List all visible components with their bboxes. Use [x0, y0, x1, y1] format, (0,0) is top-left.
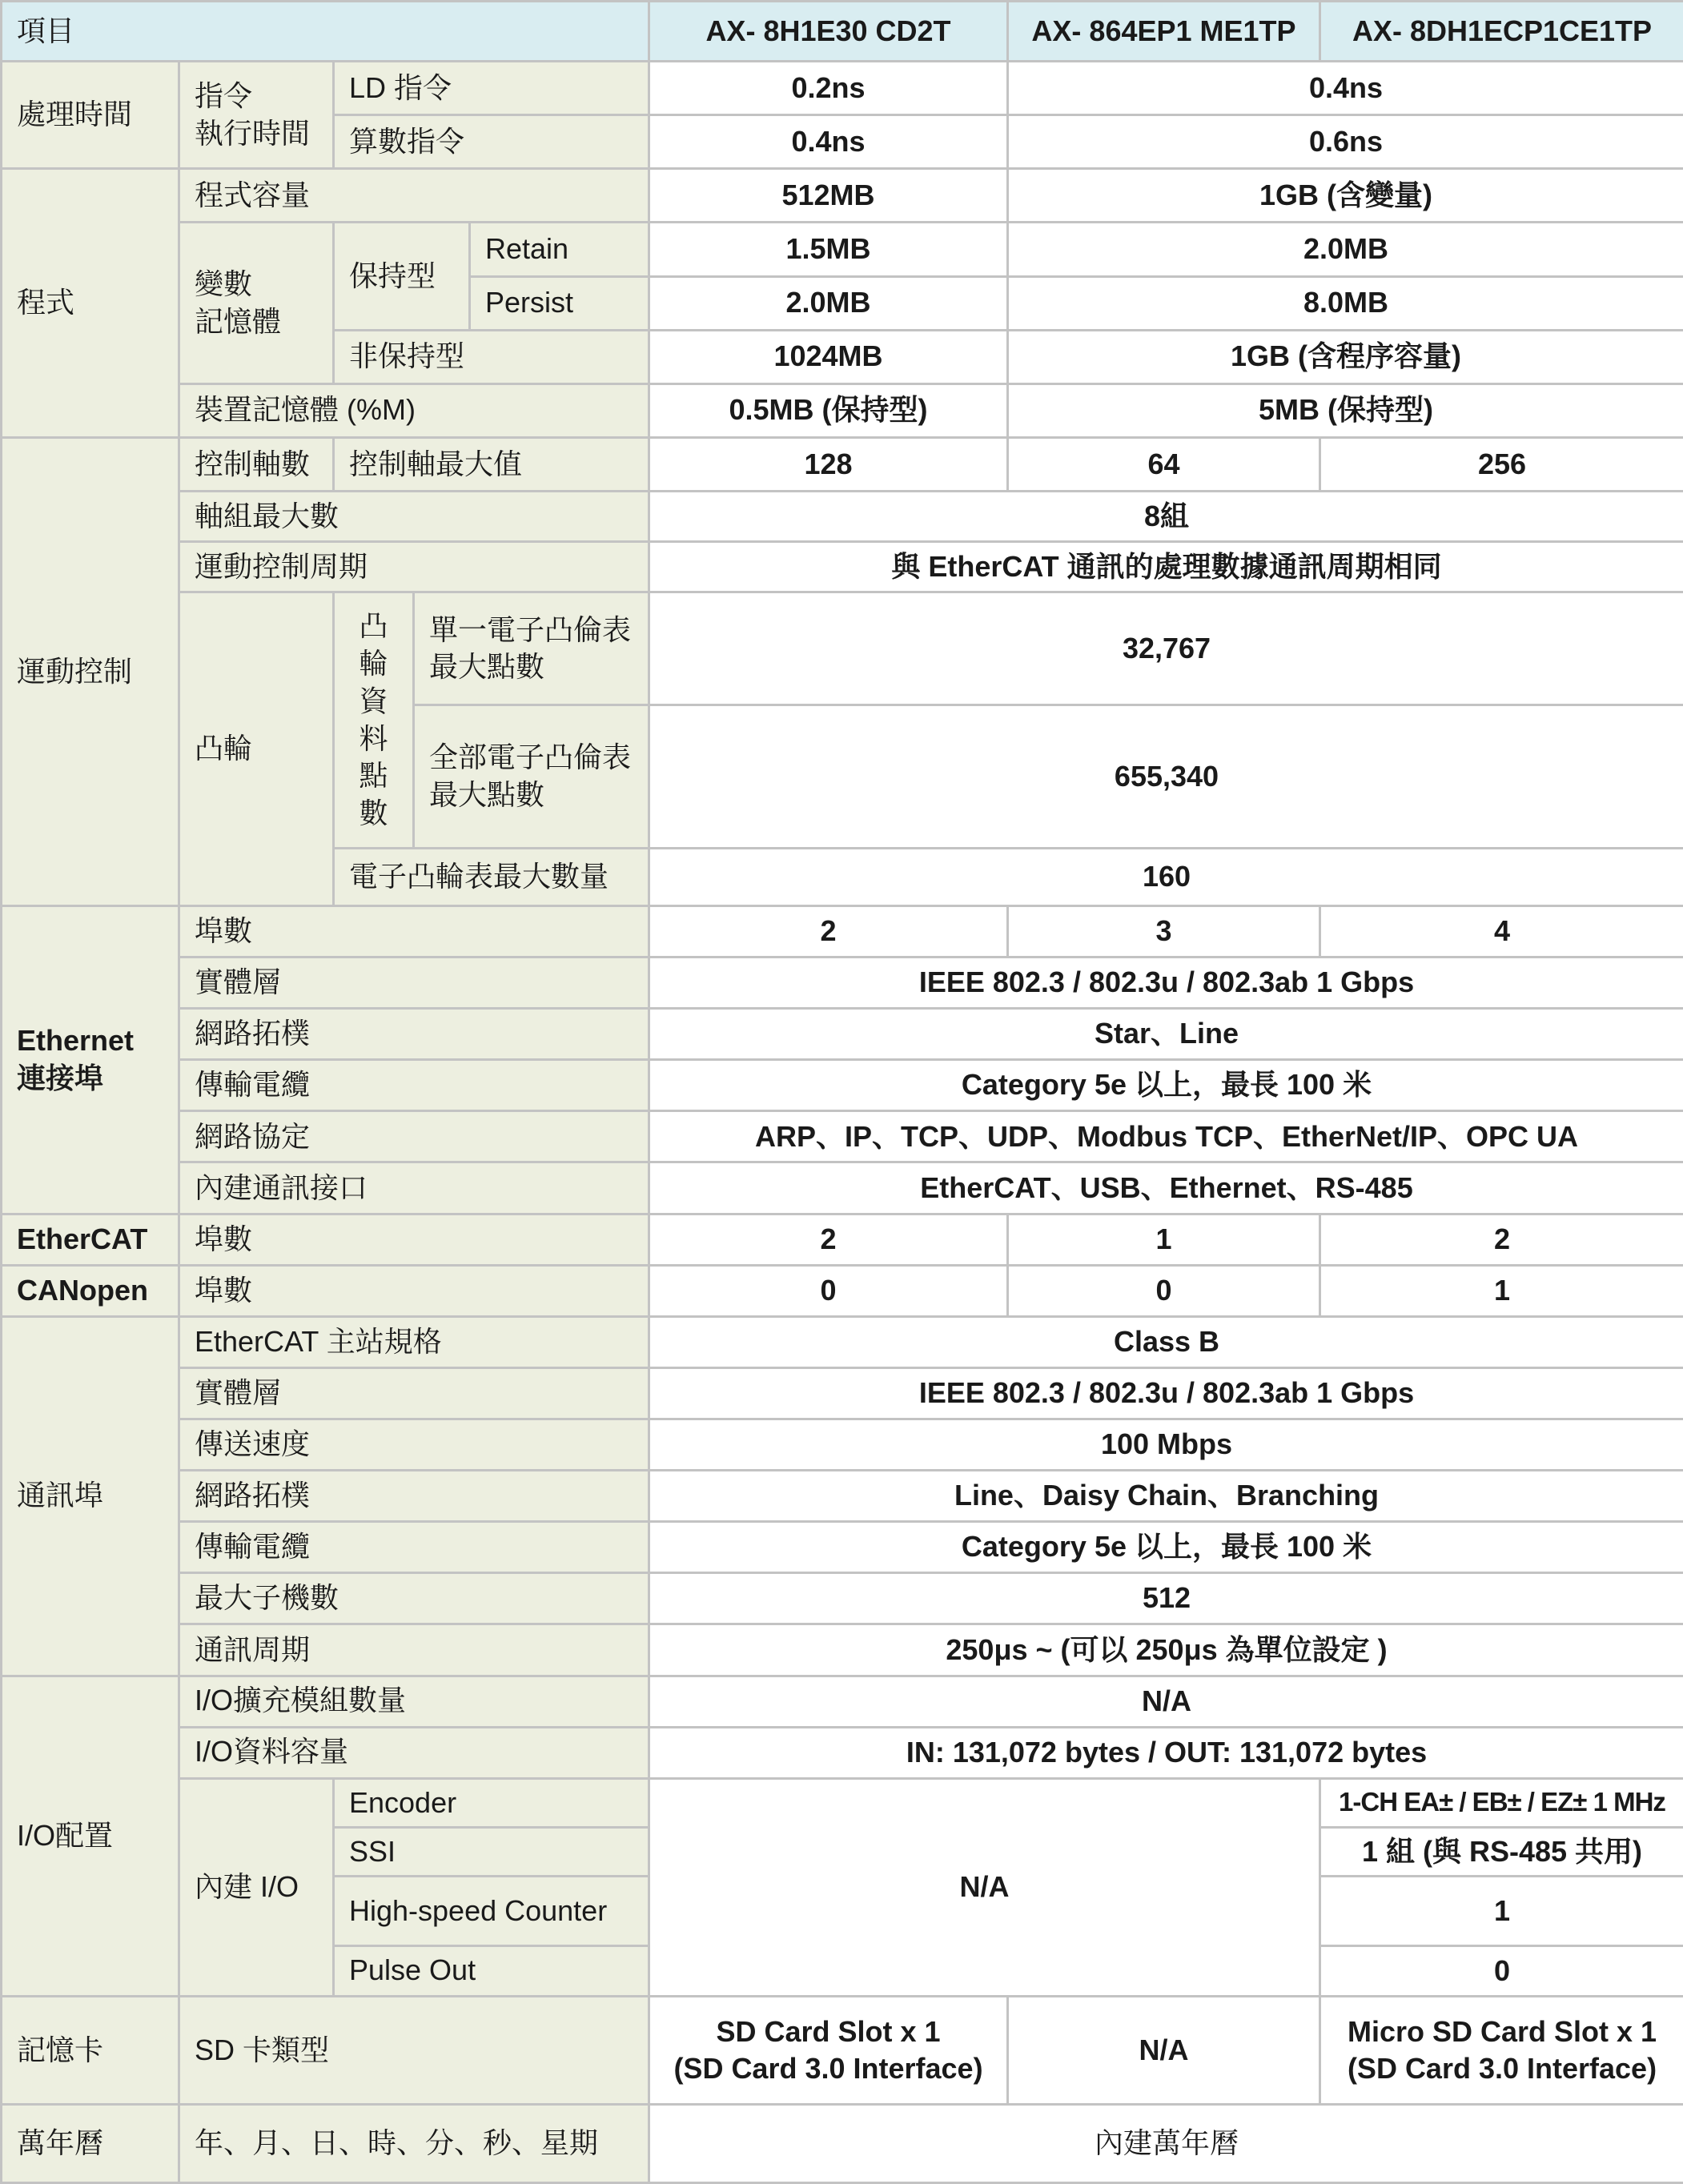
comm-topology-value: Line、Daisy Chain、Branching: [649, 1471, 1683, 1522]
table-row: [2, 1997, 1683, 2105]
io-expansion-value: N/A: [649, 1676, 1683, 1727]
motion-cycle-label: 運動控制周期: [179, 542, 649, 592]
nonretentive-label: 非保持型: [334, 330, 649, 383]
eth-builtin-value: EtherCAT、USB、Ethernet、RS-485: [649, 1162, 1683, 1214]
retentive-label: 保持型: [334, 223, 470, 330]
table-row: [2, 1419, 1683, 1471]
category-program: 程式: [2, 169, 179, 438]
io-builtin-label: 內建 I/O: [179, 1778, 334, 1996]
ethercat-ports-1: 2: [649, 1214, 1008, 1265]
table-row: [2, 1727, 1683, 1778]
table-row: [2, 383, 1683, 437]
pulse-out-label: Pulse Out: [334, 1946, 649, 1997]
eth-ports-3: 4: [1320, 905, 1683, 957]
eth-physical-label: 實體層: [179, 958, 649, 1009]
sd-type-value-2: N/A: [1008, 1997, 1320, 2105]
table-row: [2, 1265, 1683, 1316]
single-cam-label: 單一電子凸倫表 最大點數: [414, 592, 649, 705]
canopen-ports-3: 1: [1320, 1265, 1683, 1316]
encoder-value: 1-CH EA± / EB± / EZ± 1 MHz: [1320, 1778, 1683, 1827]
eth-cable-label: 傳輸電纜: [179, 1060, 649, 1111]
comm-master-label: EtherCAT 主站規格: [179, 1316, 649, 1367]
table-row: [2, 62, 1683, 115]
ethernet-category-label: Ethernet 連接埠: [17, 1023, 135, 1094]
io-expansion-label: I/O擴充模組數量: [179, 1676, 649, 1727]
table-row: [2, 905, 1683, 957]
ld-value-1: 0.2ns: [649, 62, 1008, 115]
ethercat-ports-label: 埠數: [179, 1214, 649, 1265]
hsc-label: High-speed Counter: [334, 1876, 649, 1945]
category-comm: 通訊埠: [2, 1316, 179, 1676]
axis-group-value: 8組: [649, 492, 1683, 542]
single-cam-value: 32,767: [649, 592, 1683, 705]
table-row: [2, 1676, 1683, 1727]
category-calendar: 萬年曆: [2, 2105, 179, 2183]
comm-master-value: Class B: [649, 1316, 1683, 1367]
table-row: [2, 169, 1683, 223]
comm-physical-label: 實體層: [179, 1367, 649, 1419]
axes-max-2: 64: [1008, 437, 1320, 491]
category-processing: 處理時間: [2, 62, 179, 169]
table-row: [2, 1060, 1683, 1111]
eth-ports-label: 埠數: [179, 905, 649, 957]
category-ethercat: EtherCAT: [2, 1214, 179, 1265]
model-header-3: AX- 8DH1ECP1CE1TP: [1320, 2, 1683, 62]
table-row: [2, 1162, 1683, 1214]
canopen-ports-2: 0: [1008, 1265, 1320, 1316]
comm-speed-label: 傳送速度: [179, 1419, 649, 1471]
table-row: [2, 1778, 1683, 1827]
hsc-value: 1: [1320, 1876, 1683, 1945]
nonretentive-value-1: 1024MB: [649, 330, 1008, 383]
all-cam-value: 655,340: [649, 705, 1683, 848]
sd-type-value-3: Micro SD Card Slot x 1 (SD Card 3.0 Interface): [1320, 1997, 1683, 2105]
comm-slaves-value: 512: [649, 1573, 1683, 1624]
table-row: [2, 1111, 1683, 1162]
math-value-2: 0.6ns: [1008, 115, 1683, 169]
instruction-time-label: 指令 執行時間: [179, 62, 334, 169]
retain-label: Retain: [470, 223, 649, 276]
table-row: [2, 492, 1683, 542]
comm-topology-label: 網路拓樸: [179, 1471, 649, 1522]
retain-value-2: 2.0MB: [1008, 223, 1683, 276]
retain-value-1: 1.5MB: [649, 223, 1008, 276]
io-builtin-value: N/A: [649, 1778, 1320, 1996]
cam-table-label: 電子凸輪表最大數量: [334, 848, 649, 905]
motion-cycle-value: 與 EtherCAT 通訊的處理數據通訊周期相同: [649, 542, 1683, 592]
model-header-1: AX- 8H1E30 CD2T: [649, 2, 1008, 62]
persist-label: Persist: [470, 276, 649, 330]
device-memory-1: 0.5MB (保持型): [649, 383, 1008, 437]
table-row: [2, 592, 1683, 676]
pulse-out-value: 0: [1320, 1946, 1683, 1997]
table-row: [2, 1009, 1683, 1060]
persist-value-2: 8.0MB: [1008, 276, 1683, 330]
eth-builtin-label: 內建通訊接口: [179, 1162, 649, 1214]
program-capacity-label: 程式容量: [179, 169, 649, 223]
ssi-value: 1 組 (與 RS-485 共用): [1320, 1827, 1683, 1876]
eth-protocol-value: ARP、IP、TCP、UDP、Modbus TCP、EtherNet/IP、OPC UA: [649, 1111, 1683, 1162]
category-motion: 運動控制: [2, 437, 179, 905]
table-row: [2, 1624, 1683, 1676]
comm-speed-value: 100 Mbps: [649, 1419, 1683, 1471]
table-row: [2, 1214, 1683, 1265]
axes-max-3: 256: [1320, 437, 1683, 491]
comm-physical-value: IEEE 802.3 / 802.3u / 802.3ab 1 Gbps: [649, 1367, 1683, 1419]
eth-protocol-label: 網路協定: [179, 1111, 649, 1162]
table-row: [2, 223, 1683, 276]
canopen-ports-1: 0: [649, 1265, 1008, 1316]
cam-table-value: 160: [649, 848, 1683, 905]
table-row: [2, 2105, 1683, 2183]
header-row: [2, 2, 1683, 62]
ld-value-2: 0.4ns: [1008, 62, 1683, 115]
ethercat-ports-2: 1: [1008, 1214, 1320, 1265]
comm-cycle-value: 250μs ~ (可以 250μs 為單位設定 ): [649, 1624, 1683, 1676]
variable-memory-label: 變數 記憶體: [179, 223, 334, 383]
table-row: [2, 958, 1683, 1009]
eth-physical-value: IEEE 802.3 / 802.3u / 802.3ab 1 Gbps: [649, 958, 1683, 1009]
table-row: [2, 1367, 1683, 1419]
program-capacity-1: 512MB: [649, 169, 1008, 223]
device-memory-label: 裝置記憶體 (%M): [179, 383, 649, 437]
table-row: [2, 1316, 1683, 1367]
category-io: I/O配置: [2, 1676, 179, 1997]
table-row: [2, 1573, 1683, 1624]
comm-cable-value: Category 5e 以上，最長 100 米: [649, 1522, 1683, 1573]
ethercat-ports-3: 2: [1320, 1214, 1683, 1265]
persist-value-1: 2.0MB: [649, 276, 1008, 330]
item-header: 項目: [2, 2, 649, 62]
math-instruction-label: 算數指令: [334, 115, 649, 169]
table-row: [2, 1522, 1683, 1573]
table-row: [2, 437, 1683, 491]
axes-max-label: 控制軸最大值: [334, 437, 649, 491]
program-capacity-2: 1GB (含變量): [1008, 169, 1683, 223]
all-cam-label: 全部電子凸倫表 最大點數: [414, 705, 649, 848]
category-memory-card: 記憶卡: [2, 1997, 179, 2105]
table-row: [2, 1471, 1683, 1522]
comm-cable-label: 傳輸電纜: [179, 1522, 649, 1573]
comm-cycle-label: 通訊周期: [179, 1624, 649, 1676]
ld-instruction-label: LD 指令: [334, 62, 649, 115]
device-memory-2: 5MB (保持型): [1008, 383, 1683, 437]
eth-ports-2: 3: [1008, 905, 1320, 957]
calendar-label: 年、月、日、時、分、秒、星期: [179, 2105, 649, 2183]
encoder-label: Encoder: [334, 1778, 649, 1827]
eth-topology-label: 網路拓樸: [179, 1009, 649, 1060]
axes-max-1: 128: [649, 437, 1008, 491]
axes-label: 控制軸數: [179, 437, 334, 491]
category-canopen: CANopen: [2, 1265, 179, 1316]
comm-slaves-label: 最大子機數: [179, 1573, 649, 1624]
io-capacity-value: IN: 131,072 bytes / OUT: 131,072 bytes: [649, 1727, 1683, 1778]
sd-type-label: SD 卡類型: [179, 1997, 649, 2105]
canopen-ports-label: 埠數: [179, 1265, 649, 1316]
sd-type-value-1: SD Card Slot x 1 (SD Card 3.0 Interface): [649, 1997, 1008, 2105]
model-header-2: AX- 864EP1 ME1TP: [1008, 2, 1320, 62]
category-ethernet: [2, 905, 179, 1214]
eth-topology-value: Star、Line: [649, 1009, 1683, 1060]
cam-label: 凸輪: [179, 592, 334, 906]
table-row: [2, 542, 1683, 592]
eth-cable-value: Category 5e 以上，最長 100 米: [649, 1060, 1683, 1111]
io-capacity-label: I/O資料容量: [179, 1727, 649, 1778]
ssi-label: SSI: [334, 1827, 649, 1876]
eth-ports-1: 2: [649, 905, 1008, 957]
calendar-value: 內建萬年曆: [649, 2105, 1683, 2183]
math-value-1: 0.4ns: [649, 115, 1008, 169]
axis-group-label: 軸組最大數: [179, 492, 649, 542]
cam-data-points-label: 凸 輪 資 料 點 數: [334, 592, 414, 849]
nonretentive-value-2: 1GB (含程序容量): [1008, 330, 1683, 383]
